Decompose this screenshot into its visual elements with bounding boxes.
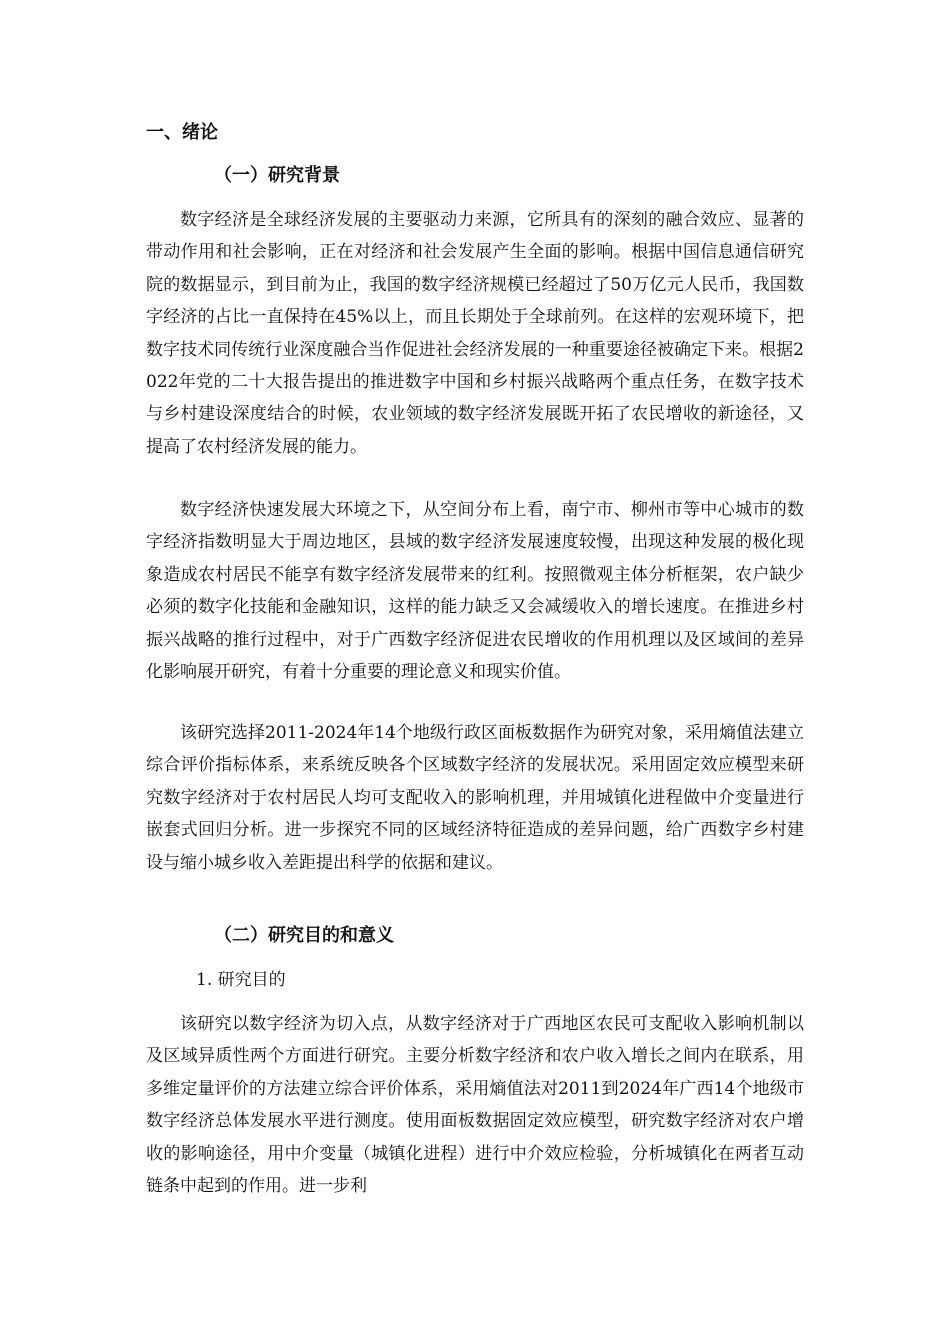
paragraph-background-3: 该研究选择2011-2024年14个地级行政区面板数据作为研究对象，采用熵值法建立综合评价指标体系，来系统反映各个区域数字经济的发展状况。采用固定效应模型来研究数字经济对于农村居民人均可支配收入的影响机理，并用城镇化进程做中介变量进行嵌套式回归分析。进一步探究不同的区域经济特征造成的差异问题，给广西数字乡村建设与缩小城乡收入差距提出科学的依据和建议。 <box>146 723 804 873</box>
paragraph-background-1: 数字经济是全球经济发展的主要驱动力来源，它所具有的深刻的融合效应、显著的带动作用和社会影响，正在对经济和社会发展产生全面的影响。根据中国信息通信研究院的数据显示，到目前为止，我国的数字经济规模已经超过了50万亿元人民币，我国数字经济的占比一直保持在45%以上，而且长期处于全球前列。在这样的宏观环境下，把数字技术同传统行业深度融合当作促进社会经济发展的一种重要途径被确定下来。根据2022年党的二十大报告提出的推进数字中国和乡村振兴战略两个重点任务，在数字技术与乡村建设深度结合的时候，农业领域的数字经济发展既开拓了农民增收的新途径，又提高了农村经济发展的能力。 <box>146 210 804 457</box>
subsection-heading-purpose-significance: （二）研究目的和意义 <box>214 925 394 946</box>
subsection-heading-background: （一）研究背景 <box>214 165 340 186</box>
paragraph-purpose-1: 该研究以数字经济为切入点，从数字经济对于广西地区农民可支配收入影响机制以及区域异质性两个方面进行研究。主要分析数字经济和农户收入增长之间内在联系，用多维定量评价的方法建立综合评价体系，采用熵值法对2011到2024年广西14个地级市数字经济总体发展水平进行测度。使用面板数据固定效应模型，研究数字经济对农户增收的影响途径，用中介变量（城镇化进程）进行中介效应检验，分析城镇化在两者互动链条中起到的作用。进一步利 <box>146 1014 804 1197</box>
section-heading-introduction: 一、绪论 <box>146 122 218 143</box>
paragraph-background-2: 数字经济快速发展大环境之下，从空间分布上看，南宁市、柳州市等中心城市的数字经济指数明显大于周边地区，县域的数字经济发展速度较慢，出现这种发展的极化现象造成农村居民不能享有数字经济发展带来的红利。按照微观主体分析框架，农户缺少必须的数字化技能和金融知识，这样的能力缺乏又会减缓收入的增长速度。在推进乡村振兴战略的推行过程中，对于广西数字经济促进农民增收的作用机理以及区域间的差异化影响展开研究，有着十分重要的理论意义和现实价值。 <box>146 500 804 683</box>
subsubsection-heading-purpose: 1. 研究目的 <box>196 970 286 990</box>
